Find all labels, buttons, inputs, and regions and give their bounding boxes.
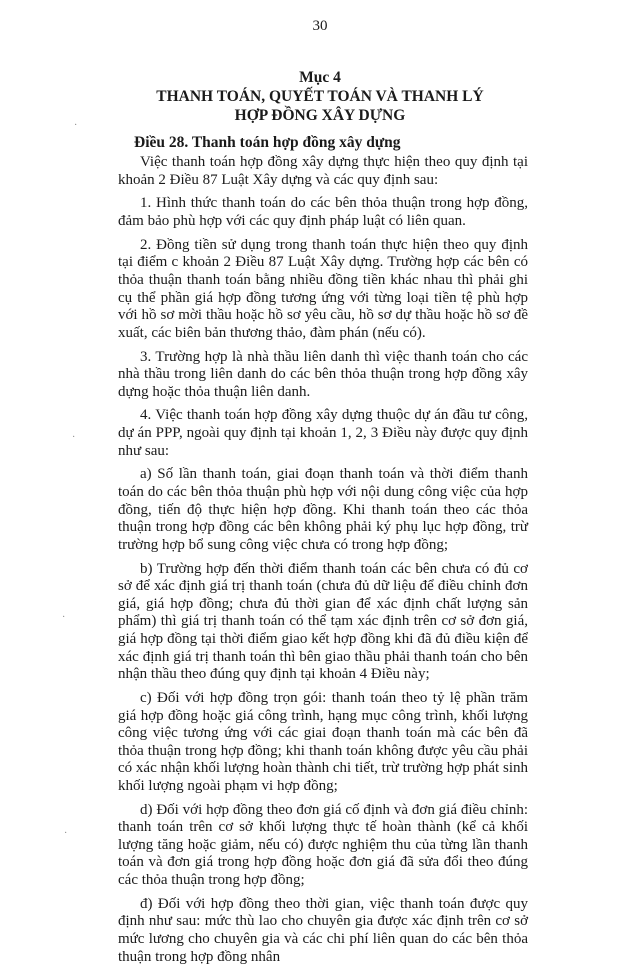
paragraph-intro: Việc thanh toán hợp đồng xây dựng thực hiện theo quy định tại khoản 2 Điều 87 Luật Xây dựng và các quy định sau: [118,154,528,188]
paragraph-point-c: c) Đối với hợp đồng trọn gói: thanh toán theo tỷ lệ phần trăm giá hợp đồng hoặc giá công trình, hạng mục công trình, khối lượng công việc tương ứng với các giai đoạn thanh toán mà các bên đã thỏa thuận trong hợp đồng; khi thanh toán không được yêu cầu phải có xác nhận khối lượng hoàn thành chi tiết, trừ trường hợp phát sinh khối lượng ngoài phạm vi hợp đồng; [118,689,528,794]
paragraph-point-a: a) Số lần thanh toán, giai đoạn thanh toán và thời điểm thanh toán do các bên thỏa thuận phù hợp với nội dung công việc của hợp đồng, tiến độ thực hiện hợp đồng. Khi thanh toán theo các thỏa thuận trong hợp đồng các bên không phải ký phụ lục hợp đồng, trừ trường hợp bổ sung công việc chưa có trong hợp đồng; [118,466,528,553]
paragraph-clause-4: 4. Việc thanh toán hợp đồng xây dựng thuộc dự án đầu tư công, dự án PPP, ngoài quy định tại khoản 1, 2, 3 Điều này được quy định như sau: [118,407,528,459]
paragraph-point-d: d) Đối với hợp đồng theo đơn giá cố định và đơn giá điều chỉnh: thanh toán trên cơ sở khối lượng thực tế hoàn thành (kể cả khối lượng tăng hoặc giảm, nếu có) được nghiệm thu của từng lần thanh toán và đơn giá trong hợp đồng hoặc đơn giá đã sửa đổi theo đúng các thỏa thuận trong hợp đồng; [118,801,528,889]
scan-speck: · [64,828,68,839]
paragraph-clause-3: 3. Trường hợp là nhà thầu liên danh thì việc thanh toán cho các nhà thầu trong liên danh do các bên thỏa thuận trong hợp đồng xây dựng hoặc thỏa thuận liên danh. [118,348,528,400]
section-title-line1: THANH TOÁN, QUYẾT TOÁN VÀ THANH LÝ [156,88,484,105]
paragraph-point-b: b) Trường hợp đến thời điểm thanh toán các bên chưa có đủ cơ sở để xác định giá trị thanh toán (chưa đủ dữ liệu để điều chỉnh đơn giá, giá hợp đồng; chưa đủ thời gian để xác định chất lượng sản phẩm) thì giá trị thanh toán có thể tạm xác định trên cơ sở đơn giá, giá hợp đồng tại thời điểm giao kết hợp đồng khi đã đủ điều kiện để xác định giá trị thanh toán thì bên giao thầu phải thanh toán cho bên nhận thầu theo đúng quy định tại khoản 4 Điều này; [118,560,528,683]
scan-speck: · [62,612,66,623]
scan-speck: · [74,120,78,131]
paragraph-point-dd: đ) Đối với hợp đồng theo thời gian, việc thanh toán được quy định như sau: mức thù lao cho chuyên gia được xác định trên cơ sở mức lương cho chuyên gia và các chi phí liên quan do các bên thỏa thuận trong hợp đồng nhân [118,895,528,965]
page-number: 30 [312,18,328,34]
scan-speck: · [72,432,76,443]
section-label: Mục 4 [299,69,341,86]
article-title: Điều 28. Thanh toán hợp đồng xây dựng [134,134,401,151]
section-heading [0,68,640,125]
paragraph-clause-1: 1. Hình thức thanh toán do các bên thỏa thuận trong hợp đồng, đảm bảo phù hợp với các quy định pháp luật có liên quan. [118,195,528,229]
article-body [118,154,528,972]
paragraph-clause-2: 2. Đồng tiền sử dụng trong thanh toán thực hiện theo quy định tại điểm c khoản 2 Điều 87 Luật Xây dựng. Trường hợp các bên có thỏa thuận thanh toán bằng nhiều đồng tiền khác nhau thì phải ghi cụ thể phần giá hợp đồng tương ứng với từng loại tiền tệ phù hợp với hồ sơ mời thầu hoặc hồ sơ yêu cầu, hồ sơ dự thầu hoặc hồ sơ đề xuất, các biên bản thương thảo, đàm phán (nếu có). [118,236,528,341]
section-title-line2: HỢP ĐỒNG XÂY DỰNG [234,107,406,124]
